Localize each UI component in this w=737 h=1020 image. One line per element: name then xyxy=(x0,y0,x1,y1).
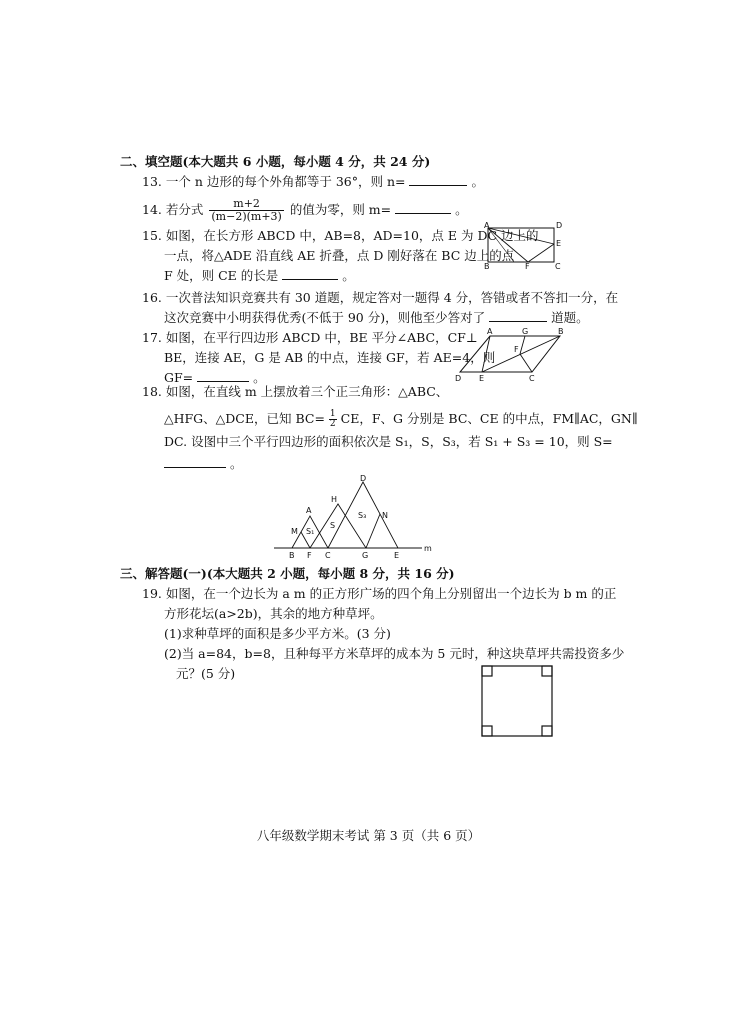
label-M: M xyxy=(291,527,298,536)
question-15-line-3 xyxy=(164,268,355,284)
question-19-line-1 xyxy=(142,586,616,602)
label-E: E xyxy=(479,374,485,383)
question-13-end: 。 xyxy=(471,174,484,189)
question-16-answer-blank[interactable] xyxy=(489,310,547,322)
question-13 xyxy=(142,174,484,190)
label-H: H xyxy=(331,495,338,504)
question-18-answer-blank[interactable] xyxy=(164,456,226,468)
label-A: A xyxy=(484,222,490,230)
question-14-fraction xyxy=(209,198,283,223)
question-18-number: 18. xyxy=(142,384,162,399)
fraction-denominator: (m−2)(m+3) xyxy=(211,210,282,223)
question-15-end: 。 xyxy=(342,268,355,283)
question-13-number: 13. xyxy=(142,174,162,189)
fraction-numerator: m+2 xyxy=(209,198,283,211)
question-15-text-1: 如图，在长方形 ABCD 中，AB=8，AD=10，点 E 为 DC 边上的 xyxy=(165,228,539,243)
one-half-fraction xyxy=(329,410,337,429)
square-plaza-figure xyxy=(478,664,558,740)
label-C: C xyxy=(555,262,561,270)
label-S: S xyxy=(330,521,336,530)
question-19-line-2: 方形花坛(a>2b)，其余的地方种草坪。 xyxy=(164,606,383,621)
question-15-answer-blank[interactable] xyxy=(282,268,338,280)
question-17-answer-blank[interactable] xyxy=(197,370,249,382)
question-14-text: 的值为零，则 m= xyxy=(289,202,392,217)
rectangle-fold-figure xyxy=(480,222,565,270)
question-14-prefix: 若分式 xyxy=(165,202,204,217)
section-3-header: 三、解答题(一)(本大题共 2 小题，每小题 8 分，共 16 分) xyxy=(120,566,455,581)
label-m: m xyxy=(424,544,432,553)
question-14-end: 。 xyxy=(455,202,468,217)
question-19-text-1: 如图，在一个边长为 a m 的正方形广场的四个角上分别留出一个边长为 b m 的正 xyxy=(165,586,617,601)
question-19-number: 19. xyxy=(142,586,162,601)
question-15-number: 15. xyxy=(142,228,162,243)
label-S3: S₃ xyxy=(358,511,367,520)
question-16-text-2: 这次竞赛中小明获得优秀(不低于 90 分)，则他至少答对了 xyxy=(164,310,486,325)
label-S1: S₁ xyxy=(306,527,315,536)
label-A: A xyxy=(306,506,312,515)
question-16-text-1: 一次普法知识竞赛共有 30 道题，规定答对一题得 4 分，答错或者不答扣一分，在 xyxy=(165,290,619,305)
question-18-text-2a: △HFG、△DCE，已知 BC= xyxy=(164,411,325,426)
fraction-denominator: 2 xyxy=(329,419,336,429)
label-D: D xyxy=(360,474,367,483)
label-C: C xyxy=(325,551,331,560)
fraction-numerator: 1 xyxy=(329,409,336,419)
question-17-number: 17. xyxy=(142,330,162,345)
question-19-sub-1: (1)求种草坪的面积是多少平方米。(3 分) xyxy=(164,626,391,641)
page-footer: 八年级数学期末考试 第 3 页（共 6 页） xyxy=(256,828,481,843)
question-17-text-1: 如图，在平行四边形 ABCD 中，BE 平分∠ABC，CF⊥ xyxy=(165,330,478,345)
label-A: A xyxy=(487,327,493,336)
question-14-answer-blank[interactable] xyxy=(395,202,451,214)
label-N: N xyxy=(382,511,388,520)
question-14 xyxy=(142,194,468,226)
question-17-line-2: BE，连接 AE，G 是 AB 的中点，连接 GF，若 AE=4，则 xyxy=(164,350,496,365)
triangles-on-line-figure xyxy=(272,474,437,560)
question-16-line-1 xyxy=(142,290,618,306)
question-15-line-2: 一点，将△ADE 沿直线 AE 折叠，点 D 刚好落在 BC 边上的点 xyxy=(164,248,515,263)
question-14-number: 14. xyxy=(142,202,162,217)
question-16-end: 道题。 xyxy=(551,310,589,325)
label-F: F xyxy=(525,262,530,270)
question-17-text-3: GF= xyxy=(164,370,194,385)
question-17-line-1 xyxy=(142,330,478,346)
label-B: B xyxy=(558,327,564,336)
label-E: E xyxy=(394,551,400,560)
question-18-end: 。 xyxy=(229,456,243,471)
section-2-header: 二、填空题(本大题共 6 小题，每小题 4 分，共 24 分) xyxy=(120,154,431,169)
label-G: G xyxy=(362,551,369,560)
label-D: D xyxy=(556,222,563,230)
parallelogram-figure xyxy=(452,326,567,384)
label-C: C xyxy=(529,374,535,383)
question-13-text: 一个 n 边形的每个外角都等于 36°，则 n= xyxy=(165,174,406,189)
question-18-line-3: DC. 设图中三个平行四边形的面积依次是 S₁，S，S₃，若 S₁ + S₃ = 10，则 S= xyxy=(164,434,613,449)
label-F: F xyxy=(307,551,312,560)
question-18-line-4 xyxy=(164,456,243,472)
question-18-text-2b: CE，F、G 分别是 BC、CE 的中点，FM∥AC，GN∥ xyxy=(340,411,638,426)
label-F: F xyxy=(514,345,519,354)
label-B: B xyxy=(289,551,295,560)
question-15-text-3: F 处，则 CE 的长是 xyxy=(164,268,279,283)
question-19-sub-2a: (2)当 a=84，b=8，且种每平方米草坪的成本为 5 元时，种这块草坪共需投资多少 xyxy=(164,646,625,661)
question-18-line-1 xyxy=(142,384,448,400)
question-16-number: 16. xyxy=(142,290,162,305)
label-D: D xyxy=(455,374,462,383)
label-E: E xyxy=(556,239,562,248)
label-B: B xyxy=(484,262,490,270)
question-17-end: 。 xyxy=(253,370,266,385)
label-G: G xyxy=(522,327,529,336)
question-19-sub-2b: 元？(5 分) xyxy=(176,666,236,681)
question-13-answer-blank[interactable] xyxy=(409,174,467,186)
question-18-text-1: 如图，在直线 m 上摆放着三个正三角形：△ABC、 xyxy=(165,384,449,399)
question-16-line-2 xyxy=(164,310,589,326)
question-18-line-2 xyxy=(164,408,638,430)
